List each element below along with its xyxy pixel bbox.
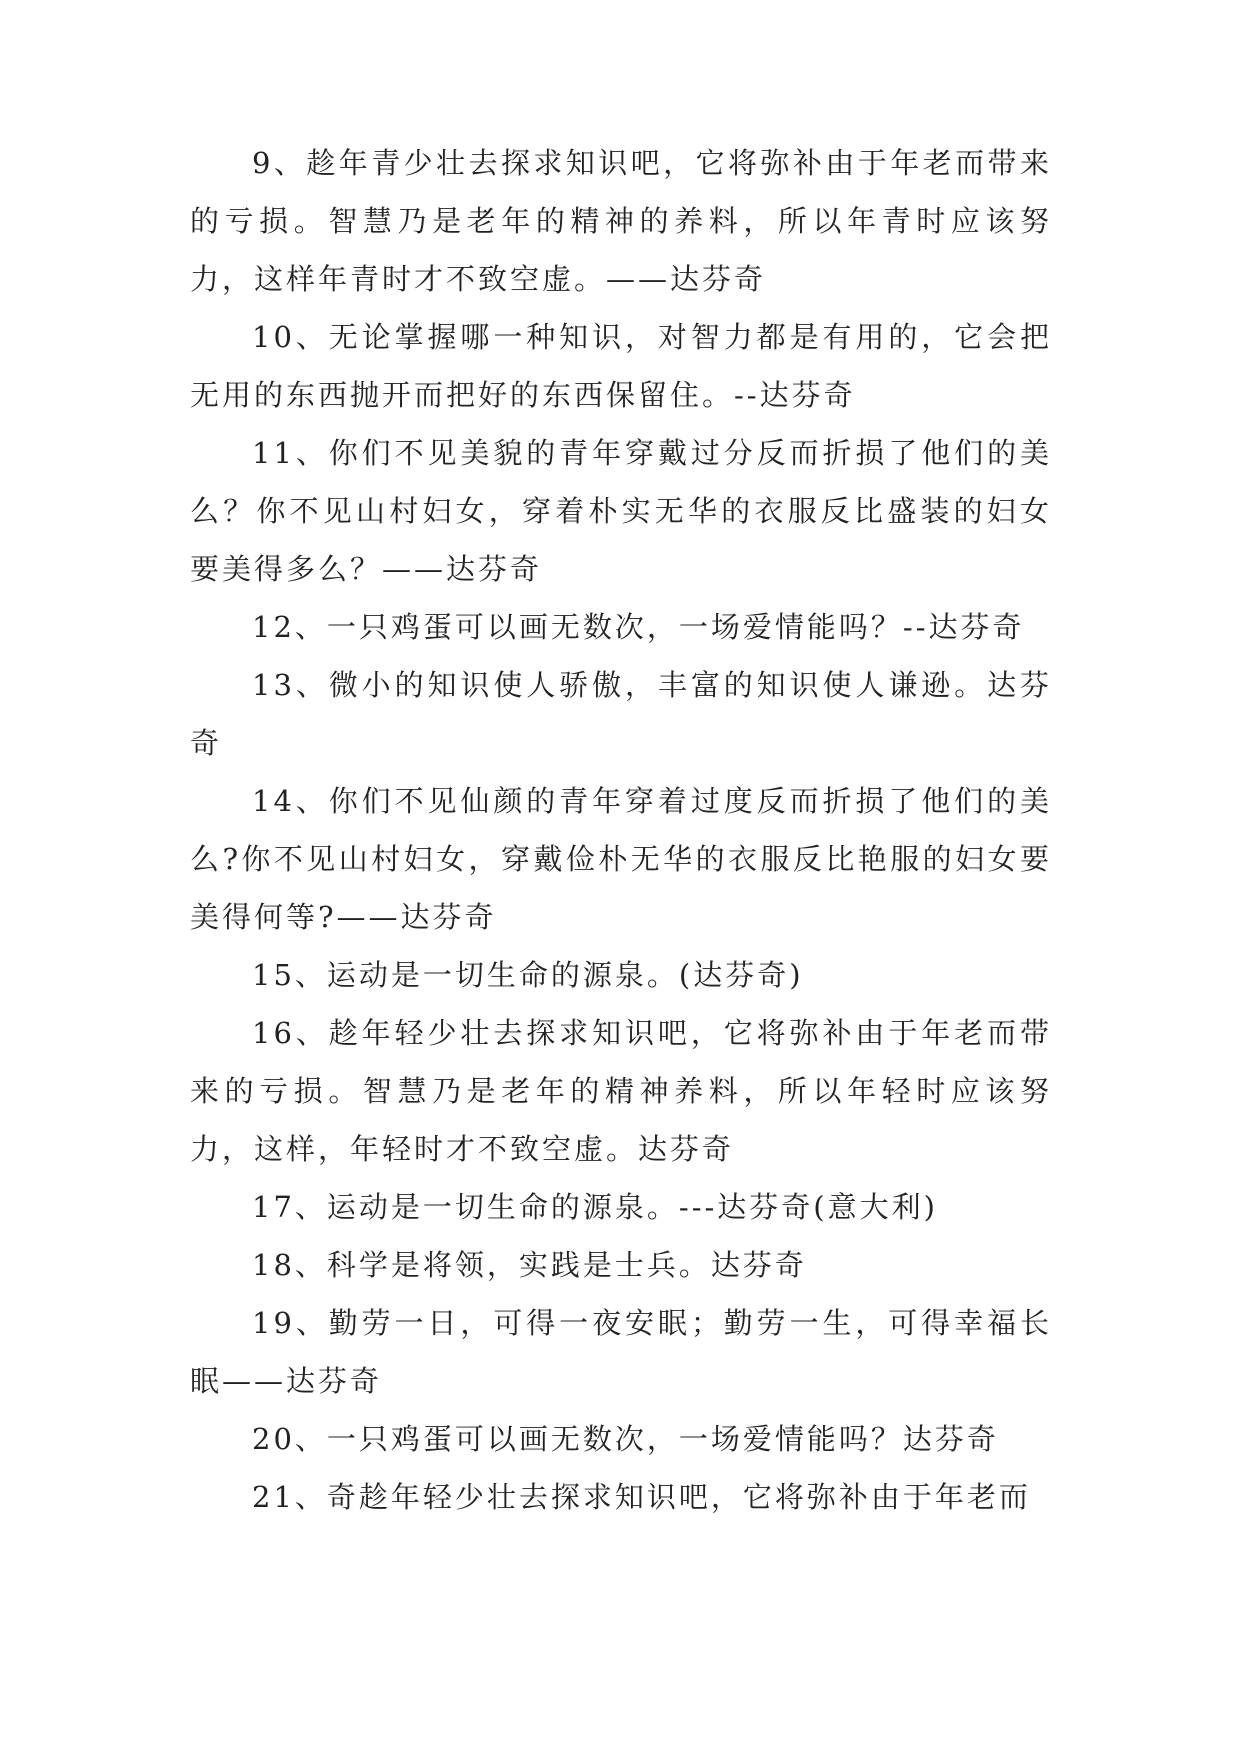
quote-paragraph: 13、微小的知识使人骄傲，丰富的知识使人谦逊。达芬奇 [190, 668, 1052, 760]
quote-paragraph: 16、趁年轻少壮去探求知识吧，它将弥补由于年老而带来的亏损。智慧乃是老年的精神养料，所以年轻时应该努力，这样，年轻时才不致空虚。达芬奇 [190, 1016, 1052, 1166]
quote-paragraph: 21、奇趁年轻少壮去探求知识吧，它将弥补由于年老而 [252, 1480, 1031, 1514]
quote-paragraph: 11、你们不见美貌的青年穿戴过分反而折损了他们的美么？你不见山村妇女，穿着朴实无华的衣服反比盛装的妇女要美得多么？——达芬奇 [190, 436, 1052, 586]
quote-paragraph: 14、你们不见仙颜的青年穿着过度反而折损了他们的美么?你不见山村妇女，穿戴俭朴无华的衣服反比艳服的妇女要美得何等?——达芬奇 [190, 784, 1052, 934]
quote-paragraph: 12、一只鸡蛋可以画无数次，一场爱情能吗？--达芬奇 [252, 610, 1025, 644]
quote-paragraph: 19、勤劳一日，可得一夜安眠；勤劳一生，可得幸福长眠——达芬奇 [190, 1306, 1052, 1398]
quote-paragraph: 20、一只鸡蛋可以画无数次，一场爱情能吗？达芬奇 [252, 1422, 999, 1456]
quote-paragraph: 10、无论掌握哪一种知识，对智力都是有用的，它会把无用的东西抛开而把好的东西保留住。--达芬奇 [190, 320, 1052, 412]
document-page [190, 134, 1052, 1526]
quote-paragraph: 17、运动是一切生命的源泉。---达芬奇(意大利) [252, 1190, 938, 1224]
quote-paragraph: 9、趁年青少壮去探求知识吧，它将弥补由于年老而带来的亏损。智慧乃是老年的精神的养料，所以年青时应该努力，这样年青时才不致空虚。——达芬奇 [190, 146, 1052, 296]
quote-paragraph: 15、运动是一切生命的源泉。(达芬奇) [252, 958, 804, 992]
quote-paragraph: 18、科学是将领，实践是士兵。达芬奇 [252, 1248, 807, 1282]
